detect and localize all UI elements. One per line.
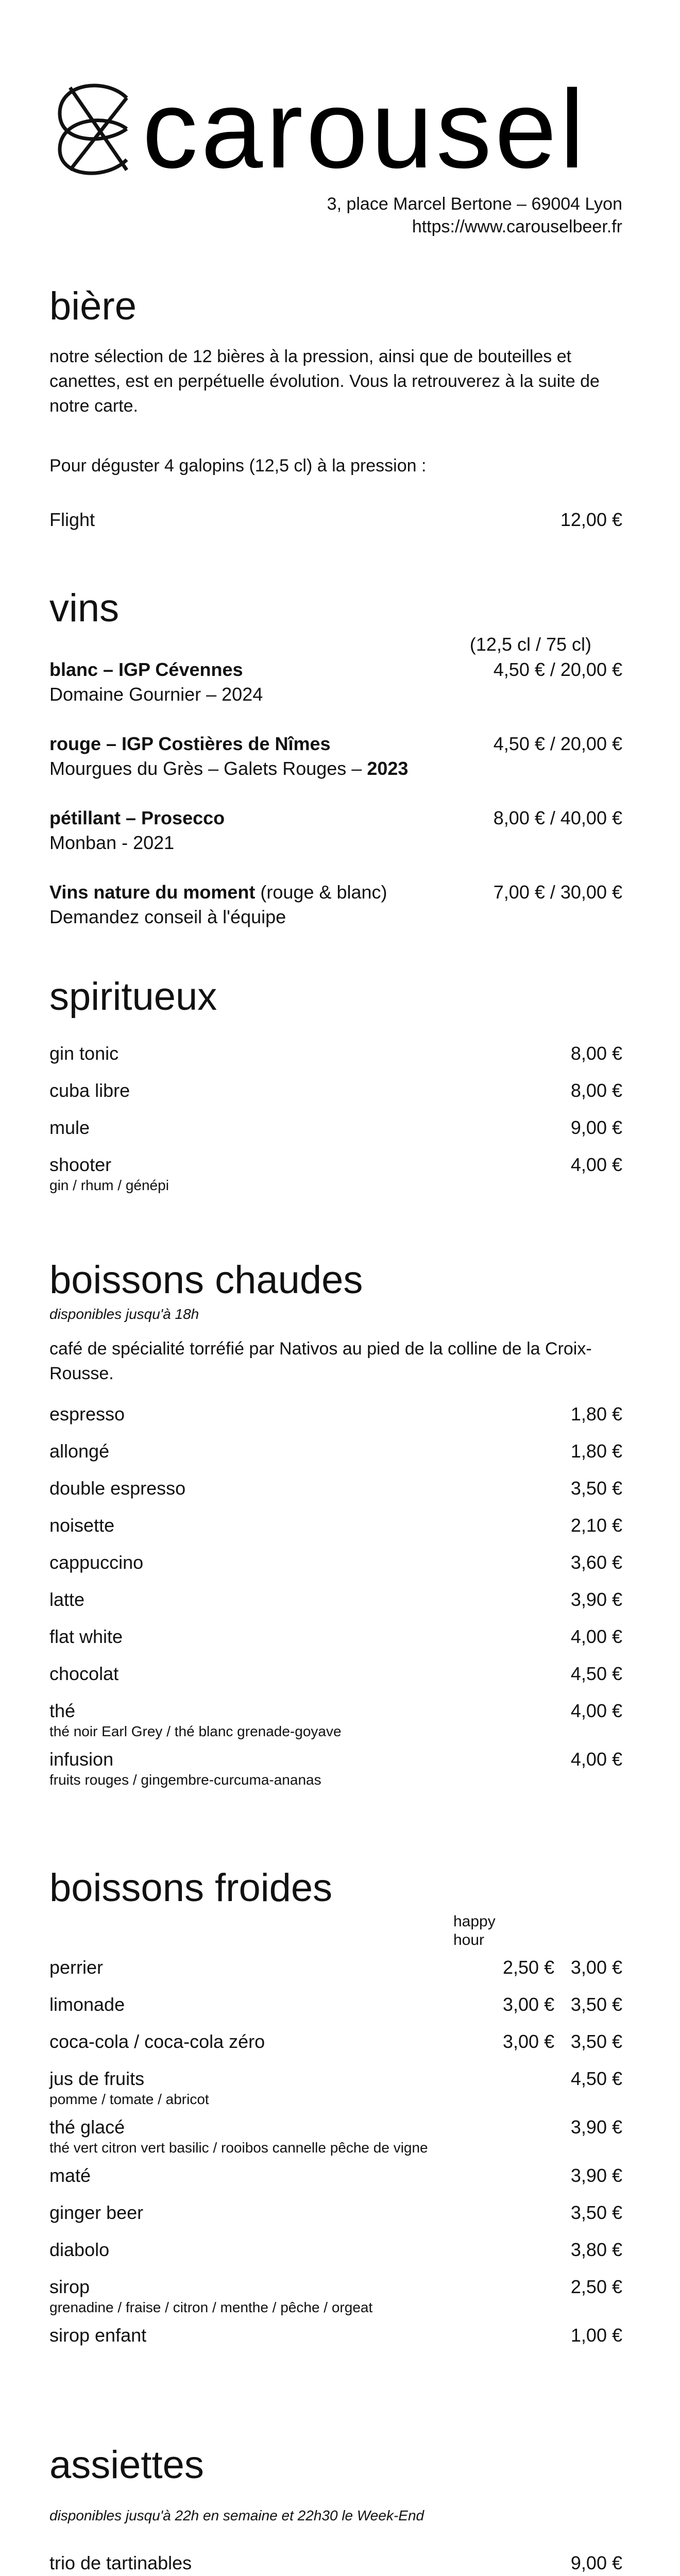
item-name: espresso [49,1403,125,1425]
wine-price: 4,50 € / 20,00 € [493,733,622,754]
item-detail: gin / rhum / génépi [49,1177,169,1193]
item-price: 1,80 € [570,1440,622,1462]
section-title-biere: bière [49,284,137,328]
item-price: 3,50 € [570,2031,622,2052]
website-link[interactable]: https://www.carouselbeer.fr [412,217,622,236]
item-name: perrier [49,1957,104,1978]
wine-name: blanc – IGP Cévennes [49,659,243,680]
item-price: 3,50 € [570,1478,622,1499]
biere-intro: notre sélection de 12 bières à la pression, ainsi que de bouteilles et canettes, est en perpétuelle évolution. Vous la retrouverez à la suite de notre carte. [49,347,600,416]
item-price: 3,90 € [570,2116,622,2138]
item-name: ginger beer [49,2202,144,2223]
item-name: cappuccino [49,1552,144,1573]
brand-wordmark: carousel [142,66,588,191]
item-name: jus de fruits [49,2068,145,2089]
item-price: 1,80 € [570,1403,622,1425]
biere-tasting: Pour déguster 4 galopins (12,5 cl) à la pression : [49,456,427,476]
item-price: 4,00 € [570,1700,622,1721]
item-price: 4,50 € [570,1663,622,1684]
carousel-logo-icon [49,77,137,180]
section-title-boissons-froides: boissons froides [49,1866,333,1910]
item-detail: fruits rouges / gingembre-curcuma-ananas [49,1772,321,1788]
item-price: 2,50 € [570,2276,622,2297]
item-price: 9,00 € [570,2552,622,2573]
item-name: infusion [49,1749,114,1770]
address-block [327,193,622,238]
item-name: sirop [49,2276,90,2297]
item-price: 8,00 € [570,1043,622,1064]
item-name: thé glacé [49,2116,125,2138]
item-name: shooter [49,1154,112,1175]
item-name: latte [49,1589,85,1610]
item-price: 4,00 € [570,1626,622,1647]
item-name: mule [49,1117,90,1138]
section-title-vins: vins [49,586,120,630]
item-price: 8,00 € [570,1080,622,1101]
happy-hour-header: happy hour [453,1913,496,1948]
item-name: gin tonic [49,1043,119,1064]
wine-producer: Mourgues du Grès – Galets Rouges – 2023 [49,758,409,779]
item-name: double espresso [49,1478,186,1499]
chaudes-intro: café de spécialité torréfié par Nativos au pied de la colline de la Croix-Rousse. [49,1339,592,1383]
section-title-assiettes: assiettes [49,2443,204,2487]
item-name: maté [49,2165,91,2186]
wine-price: 7,00 € / 30,00 € [493,882,622,903]
item-name: limonade [49,1994,125,2015]
item-name: trio de tartinables [49,2552,192,2573]
item-name: noisette [49,1515,115,1536]
item-price: 3,50 € [570,1994,622,2015]
wine-units-label: (12,5 cl / 75 cl) [469,634,591,655]
item-price: 9,00 € [570,1117,622,1138]
item-happy-price: 2,50 € [503,1957,555,1978]
item-detail: pomme / tomate / abricot [49,2091,209,2107]
wine-producer: Domaine Gournier – 2024 [49,684,263,705]
item-name: sirop enfant [49,2325,147,2346]
item-happy-price: 3,00 € [503,2031,555,2052]
item-price: 3,90 € [570,1589,622,1610]
brand-logo [49,66,626,191]
item-price: 4,50 € [570,2068,622,2089]
wine-name: Vins nature du moment (rouge & blanc) [49,882,387,903]
item-price: 3,60 € [570,1552,622,1573]
section-note: disponibles jusqu'à 22h en semaine et 22h30 le Week-End [49,2507,424,2523]
item-price: 3,50 € [570,2202,622,2223]
item-name: Flight [49,509,95,530]
item-happy-price: 3,00 € [503,1994,555,2015]
item-price: 2,10 € [570,1515,622,1536]
wine-name: rouge – IGP Costières de Nîmes [49,733,331,754]
item-detail: thé noir Earl Grey / thé blanc grenade-goyave [49,1723,342,1739]
section-title-spiritueux: spiritueux [49,975,217,1019]
item-detail: thé vert citron vert basilic / rooibos cannelle pêche de vigne [49,2140,428,2156]
address-line: 3, place Marcel Bertone – 69004 Lyon [327,194,622,214]
item-name: allongé [49,1440,110,1462]
item-name: thé [49,1700,76,1721]
item-price: 3,90 € [570,2165,622,2186]
item-price: 12,00 € [560,509,622,530]
section-title-boissons-chaudes: boissons chaudes [49,1258,363,1302]
item-name: coca-cola / coca-cola zéro [49,2031,265,2052]
item-name: cuba libre [49,1080,130,1101]
item-price: 1,00 € [570,2325,622,2346]
wine-name: pétillant – Prosecco [49,807,225,828]
item-price: 3,00 € [570,1957,622,1978]
item-name: diabolo [49,2239,110,2260]
item-price: 3,80 € [570,2239,622,2260]
wine-producer: Monban - 2021 [49,832,175,853]
item-name: flat white [49,1626,123,1647]
section-note: disponibles jusqu'à 18h [49,1306,199,1322]
item-price: 4,00 € [570,1749,622,1770]
wine-price: 8,00 € / 40,00 € [493,807,622,828]
item-name: chocolat [49,1663,119,1684]
item-price: 4,00 € [570,1154,622,1175]
item-detail: grenadine / fraise / citron / menthe / pêche / orgeat [49,2299,373,2315]
wine-producer: Demandez conseil à l'équipe [49,906,286,927]
wine-price: 4,50 € / 20,00 € [493,659,622,680]
